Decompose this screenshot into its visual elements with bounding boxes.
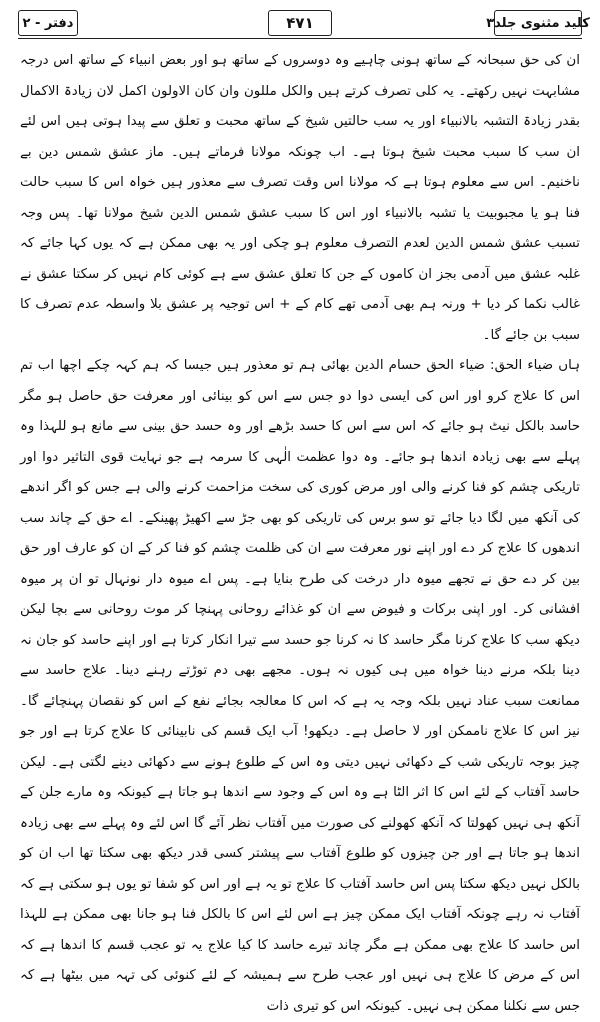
paragraph-1: ان کی حق سبحانہ کے ساتھ ہونی چاہیے وہ دوسروں کے ساتھ ہو اور بعض انبیاء کے ساتھ اس درجہ مشابہت نہیں رکھتے۔ یہ کلی تصرف کرتے ہیں والکل مللون وان کان الاولون اکمل لان زیادۃ الاکمال بقدر زیادۃ التشبہ بالانبیاء اور یہ سب حالتیں شیخ کے ساتھ محبت و تعلق سے پیدا ہوتی ہیں اس لئے ان سب کا سبب محبت شیخ ہوتا ہے۔ اب چونکہ مولانا فرماتے ہیں۔ ماز عشق شمس دین بے ناخنیم۔ اس سے معلوم ہوتا ہے کہ مولانا اس وقت تصرف سے معذور ہیں خواہ اس کا سبب حالت فنا ہو یا مجبوبیت یا تشبہ بالانبیاء اور اس کا سبب عشق شمس الدین شیخ مولانا تھا۔ پس وجہ تسبب عشق شمس الدین لعدم التصرف معلوم ہو چکی اور یہ بھی ممکن ہے کہ یوں کہا جائے کہ غلبہ عشق میں آدمی بجز ان کاموں کے جن کا تعلق عشق سے ہے کوئی کام نہیں کر سکتا عشق نے غالب نکما کر دیا + ورنہ ہم بھی آدمی تھے کام کے + اس توجیہ پر عشق بلا واسطہ عدم تصرف کا سبب بن جائے گا۔ bbox=[20, 53, 580, 343]
page-number: ۴۷۱ bbox=[268, 10, 332, 36]
page-body bbox=[20, 46, 580, 1014]
header-divider bbox=[18, 38, 582, 39]
page-header bbox=[18, 8, 590, 42]
paragraph-2: ہاں ضیاء الحق: ضیاء الحق حسام الدین بھائی ہم تو معذور ہیں جیسا کہ ہم کہہ چکے اچھا اب تم اس کا علاج کرو اور اس کی ایسی دوا دو جس سے اس کو بینائی اور معرفت حق حاصل ہو مگر حاسد بالکل نیٹ ہو جائے کہ اس سے اس کا حسد بڑھے اور وہ حسد حق بینی سے مانع ہو للہذا وہ پہلے سے بھی زیادہ اندھا ہو جائے۔ وہ دوا عظمت الٰہی کا سرمہ ہے جو نہایت قوی التاثیر دوا اور تاریکی چشم کو فنا کرنے والی اور مرض کوری کی سخت مزاحمت کرنے والی ہے جس کو اگر اندھے کی آنکھ میں لگا دیا جائے تو سو برس کی تاریکی کو بھی جڑ سے اکھیڑ پھینکے۔ اے حق کے چاند سب اندھوں کا علاج کر دے اور اپنے نور معرفت سے ان کی ظلمت چشم کو فنا کر کے ان کو عارف اور حق بین کر دے حق نے تجھے میوہ دار درخت کی طرح بنایا ہے۔ پس اے میوہ دار نونہال تو ان پر میوہ افشانی کر۔ اور اپنی برکات و فیوض سے ان کو غذائے روحانی پہنچا کر موت روحانی سے بچا لیکن دیکھ سب کا علاج کرنا مگر حاسد کا نہ کرنا جو حسد سے تیرا انکار کرتا ہے اور اپنے حاسد کو جان نہ دینا بلکہ مرنے دینا خواہ میں ہی کیوں نہ ہوں۔ مجھے بھی دم توڑتے رہنے دینا۔ علاج حاسد سے ممانعت سبب عناد نہیں بلکہ وجہ یہ ہے کہ اس کا معالجہ بجائے نفع کے اس کو نقصان پہنچائے گا۔ نیز اس کا علاج ناممکن اور لا حاصل ہے۔ دیکھو! آب ایک قسم کی نابینائی کا علاج کرتا ہے اور جو چیز بوجہ تاریکی شب کے دکھائی نہیں دیتی وہ اس کے طلوع ہونے سے دکھائی دینے لگتی ہے۔ لیکن حاسد آفتاب کے لئے اس کا اثر الٹا ہے وہ اس کے وجود سے اندھا ہو جاتا ہے کیونکہ وہ مارے جلن کے آنکھ ہی نہیں کھولتا کہ آنکھ کھولنے کی صورت میں آفتاب نظر آئے گا اس لئے وہ پہلے سے بھی زیادہ اندھا ہو جاتا ہے اور جن چیزوں کو طلوع آفتاب سے پیشتر کسی قدر دیکھ بھی سکتا تھا اب ان کو بالکل نہیں دیکھ سکتا پس اس حاسد آفتاب کا علاج تو یہ ہے اور اس کو شفا تو یوں ہو سکتی ہے کہ آفتاب نہ رہے چونکہ آفتاب ایک ممکن چیز ہے اس لئے اس کا بالکل فنا ہو جانا بھی ممکن ہے للہذا اس حاسد کا علاج بھی ممکن ہے مگر چاند تیرے حاسد کا کیا علاج یہ تو عجب قسم کا اندھا ہے کہ اس کے مرض کا علاج ہی نہیں اور عجب طرح سے ہمیشہ کے لئے کنوئی کی تہہ میں بیٹھا ہے کہ جس سے نکلنا ممکن ہی نہیں۔ کیونکہ اس کو تیری ذات bbox=[20, 358, 580, 1014]
volume-label: دفتر - ۲ bbox=[18, 10, 78, 36]
book-title: کلید مثنوی جلد۳ bbox=[494, 10, 582, 36]
